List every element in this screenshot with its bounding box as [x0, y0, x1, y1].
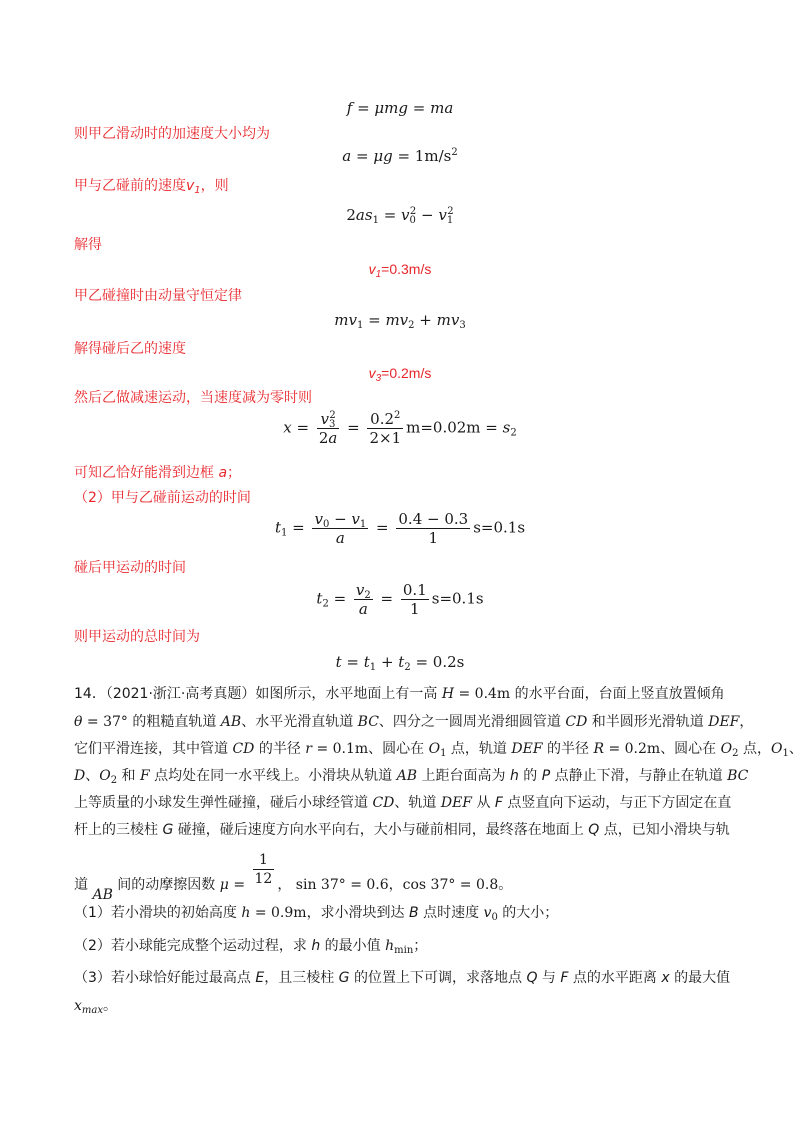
question-line-7: 道 AB 间的动摩擦因数 μ = $\frac{1}{12}$ ， sin 37° = 0.6，cos 37° = 0.8。	[74, 852, 513, 903]
sub-question-2: （2）若小球能完成整个运动过程，求 h 的最小值 $h_{min}$；	[74, 938, 428, 956]
question-line-1: 14．（2021·浙江·高考真题）如图所示，水平地面上有一高 H = 0.4m 的水平台面，台面上竖直放置倾角	[74, 686, 725, 702]
solution-line-speed-after: 解得碰后乙的速度	[74, 341, 186, 357]
solution-line-after-collision: 碰后甲运动的时间	[74, 560, 186, 576]
question-line-4: D、$O_2$ 和 F 点均处在同一水平线上。小滑块从轨道 AB 上距台面高为 h 的 P 点静止下滑，与静止在轨道 BC	[74, 768, 749, 786]
equation-momentum: $mv_1 = mv_2 + mv_3$	[334, 311, 466, 331]
solution-line-decel: 然后乙做减速运动，当速度减为零时则	[74, 390, 312, 406]
sub-question-3: （3）若小球恰好能过最高点 E，且三棱柱 G 的位置上下可调，求落地点 Q 与 F 点的水平距离 x 的最大值	[74, 970, 731, 986]
solution-line-conclusion: 可知乙恰好能滑到边框 a；	[74, 465, 242, 481]
solution-line-part2: （2）甲与乙碰前运动的时间	[74, 490, 251, 506]
equation-friction: f = μmg = ma	[346, 99, 454, 117]
equation-total: $t = t_1 + t_2 = 0.2s$	[335, 653, 465, 673]
solution-line-v1: 甲与乙碰前的速度$v_1$，则	[74, 178, 229, 196]
equation-t2: $t_2$ = $\frac{v_2}{a}$ = $\frac{0.1}{1}$ s=0.1s	[316, 581, 484, 618]
equation-t1: $t_1$ = $\frac{v_0 - v_1}{a}$ = $\frac{0.4 - 0.3}{1}$ s=0.1s	[274, 510, 526, 547]
solution-line-accel: 则甲乙滑动时的加速度大小均为	[74, 126, 270, 142]
result-v1: $v_1=0.3m/s$	[368, 261, 432, 280]
question-source: （2021·浙江·高考真题）	[105, 686, 256, 702]
solution-line-solve: 解得	[74, 237, 102, 253]
equation-accel: $a = \mu g = 1m/s^2$	[342, 147, 458, 165]
question-line-6: 杆上的三棱柱 G 碰撞，碰后速度方向水平向右，大小与碰前相同，最终落在地面上 Q 点，已知小滑块与轨	[74, 822, 730, 838]
solution-line-total: 则甲运动的总时间为	[74, 629, 200, 645]
question-line-2: θ = 37° 的粗糙直轨道 AB、水平光滑直轨道 BC、四分之一圆周光滑细圆管道 CD 和半圆形光滑轨道 DEF，	[74, 714, 754, 730]
equation-kinematic: $2as_1 = v_0^2 - v_1^2$	[346, 206, 454, 226]
question-line-5: 上等质量的小球发生弹性碰撞，碰后小球经管道 CD、轨道 DEF 从 F 点竖直向下运动，与正下方固定在直	[74, 795, 732, 811]
result-v3: $v_3=0.2m/s$	[368, 365, 432, 384]
question-number: 14．	[74, 686, 106, 702]
question-line-3: 它们平滑连接，其中管道 CD 的半径 r = 0.1m、圆心在 $O_1$ 点，轨道 DEF 的半径 R = 0.2m、圆心在 $O_2$ 点，$O_1$、	[74, 741, 803, 759]
sub-question-1: （1）若小滑块的初始高度 h = 0.9m，求小滑块到达 B 点时速度 $v_0$ 的大小；	[74, 905, 559, 923]
sub-question-3-end: $x_{max}$。	[74, 998, 117, 1016]
equation-distance: x = $\frac{v_3^2}{2a}$ = $\frac{0.2^2}{2\times 1}$ $m=0.02m = s_2$	[283, 410, 517, 447]
solution-line-momentum: 甲乙碰撞时由动量守恒定律	[74, 288, 242, 304]
